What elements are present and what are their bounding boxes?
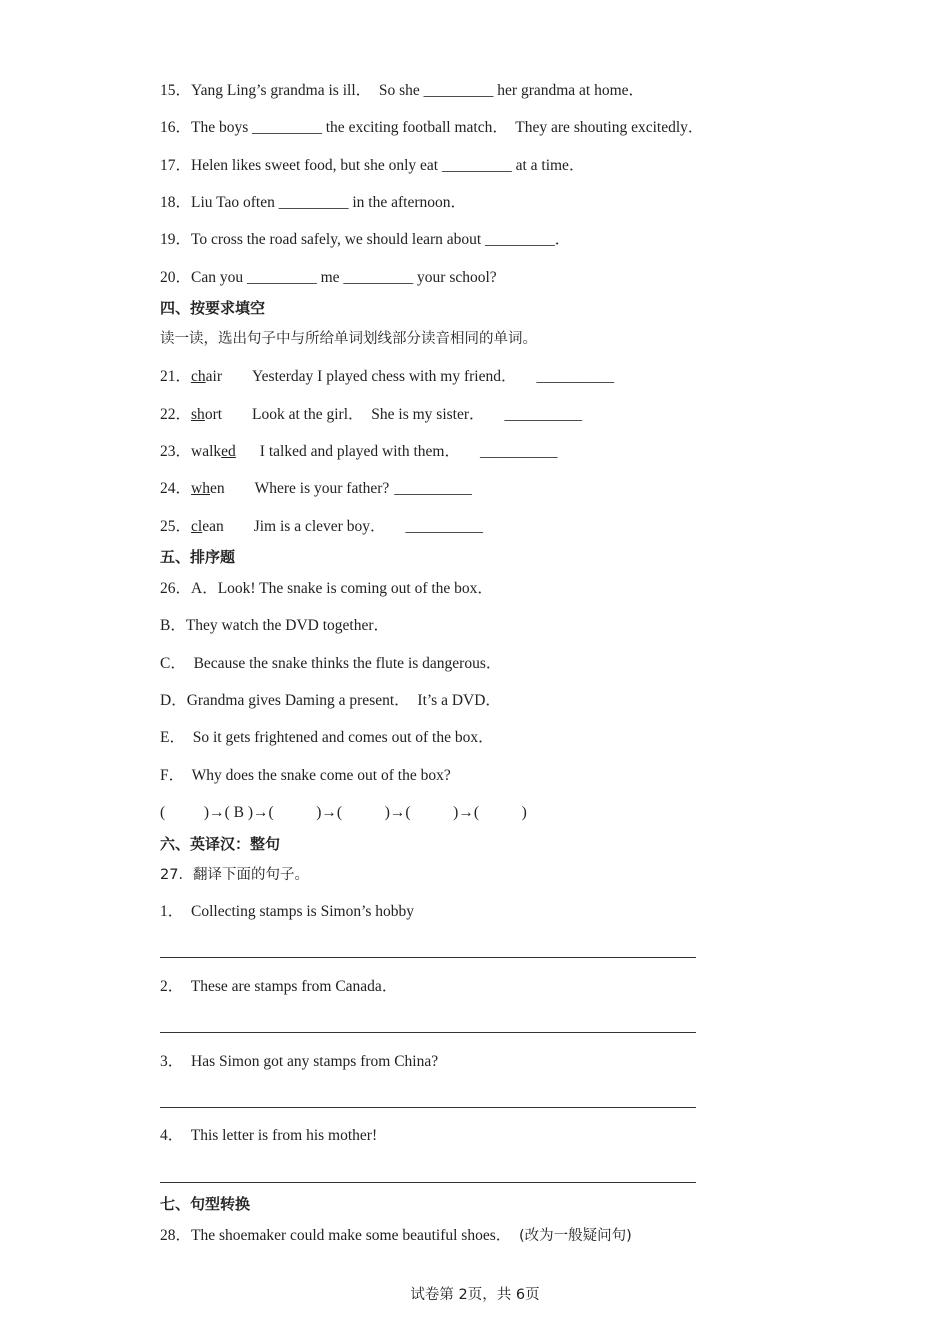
- question-20: 20．Can you _________ me _________ your school?: [160, 269, 497, 286]
- question-19: 19．To cross the road safely, we should learn about _________．: [160, 231, 571, 248]
- option-d: D．Grandma gives Daming a present． It’s a DVD．: [160, 692, 501, 709]
- option-e: E． So it gets frightened and comes out of the box．: [160, 729, 494, 746]
- section-7-title: 七、句型转换: [160, 1195, 251, 1213]
- option-c: C． Because the snake thinks the flute is dangerous．: [160, 655, 502, 672]
- order-answer-line: ( )→( B )→( )→( )→( )→( ): [160, 804, 527, 821]
- translate-item-3: 3． Has Simon got any stamps from China?: [160, 1053, 439, 1070]
- question-22: 22．short Look at the girl． She is my sister． __________: [160, 406, 583, 423]
- answer-line-4: [160, 1182, 696, 1183]
- question-15: 15．Yang Ling’s grandma is ill． So she _________ her grandma at home．: [160, 82, 645, 99]
- question-16: 16．The boys _________ the exciting football match． They are shouting excitedly．: [160, 119, 704, 136]
- question-27-prompt: 27．翻译下面的句子。: [160, 867, 309, 883]
- page-footer: 试卷第 2页，共 6页: [410, 1287, 540, 1303]
- translate-item-1: 1． Collecting stamps is Simon’s hobby: [160, 903, 415, 920]
- option-b: B．They watch the DVD together．: [160, 617, 389, 634]
- question-28: 28．The shoemaker could make some beautiful shoes． (改为一般疑问句): [160, 1227, 632, 1244]
- section-4-title: 四、按要求填空: [160, 299, 266, 317]
- answer-line-3: [160, 1107, 696, 1108]
- section-5-title: 五、排序题: [160, 548, 236, 566]
- translate-item-2: 2． These are stamps from Canada．: [160, 978, 398, 995]
- option-f: F． Why does the snake come out of the box?: [160, 767, 451, 784]
- answer-line-2: [160, 1032, 696, 1033]
- question-21: 21．chair Yesterday I played chess with my friend． __________: [160, 368, 614, 385]
- section-6-title: 六、英译汉：整句: [160, 835, 281, 853]
- question-23: 23．walked I talked and played with them． __________: [160, 443, 558, 460]
- section-4-instruction: 读一读，选出句子中与所给单词划线部分读音相同的单词。: [160, 331, 537, 347]
- question-17: 17．Helen likes sweet food, but she only eat _________ at a time．: [160, 157, 585, 174]
- question-26-option-a: 26．A．Look! The snake is coming out of the box．: [160, 580, 493, 597]
- question-25: 25．clean Jim is a clever boy． __________: [160, 518, 483, 535]
- question-24: 24．when Where is your father? __________: [160, 480, 472, 497]
- question-18: 18．Liu Tao often _________ in the afternoon．: [160, 194, 466, 211]
- answer-line-1: [160, 957, 696, 958]
- translate-item-4: 4． This letter is from his mother!: [160, 1127, 378, 1144]
